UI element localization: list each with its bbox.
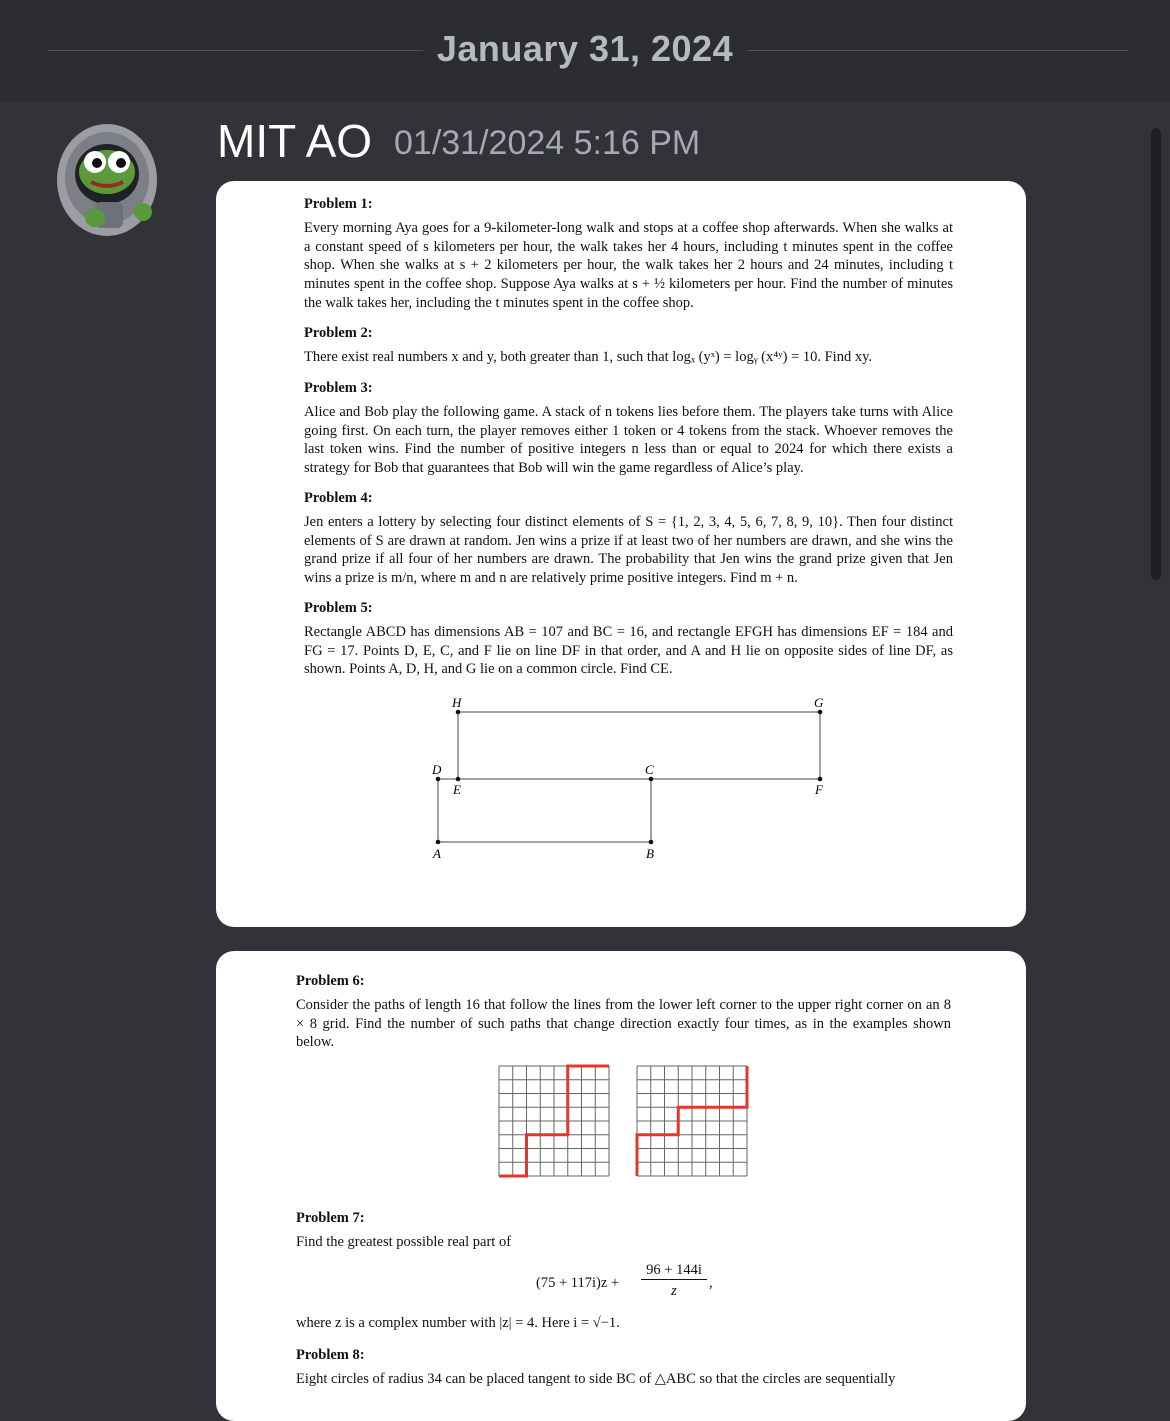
problem-label: Problem 5:	[304, 600, 373, 616]
expr-numerator: 96 + 144i	[641, 1262, 707, 1280]
problem-7-expression	[296, 1262, 951, 1304]
figure-points	[436, 710, 823, 845]
image-attachment-2[interactable]	[216, 951, 1026, 1421]
author-avatar[interactable]	[55, 118, 159, 236]
label-d: D	[432, 762, 442, 777]
problem-text: Consider the paths of length 16 that follow the lines from the lower left corner to the upper right corner on an 8 × 8 grid. Find the number of such paths that change direction exactly four times, as in the examples shown below.	[296, 996, 951, 1051]
label-f: F	[815, 782, 823, 797]
problem-text: Every morning Aya goes for a 9-kilometer-long walk and stops at a coffee shop afterwards. When she walks at a constant speed of s kilometers per hour, the walk takes her 4 hours, including t minutes spent in the coffee shop. When she walks at s + 2 kilometers per hour, the walk takes her 2 hours and 24 minutes, including t minutes spent in the coffee shop. Suppose Aya walks at s + ½ kilometers per hour. Find the number of minutes the walk takes her, including the t minutes spent in the coffee shop.	[304, 219, 953, 311]
figure-grid-paths	[216, 951, 1026, 1201]
point-h	[456, 710, 461, 715]
date-divider-label: January 31, 2024	[423, 28, 747, 69]
date-divider-bar	[0, 0, 1170, 102]
problem-label: Problem 8:	[296, 1347, 365, 1363]
message-timestamp: 01/31/2024 5:16 PM	[394, 124, 701, 162]
point-d	[436, 777, 441, 782]
problem-text: Find the greatest possible real part of	[296, 1233, 512, 1250]
problem-text: Rectangle ABCD has dimensions AB = 107 and BC = 16, and rectangle EFGH has dimensions EF = 184 and FG = 17. Points D, E, C, and F lie on line DF in that order, and A and H lie on opposite sides of line DF, as shown. Points A, D, H, and G lie on a common circle. Find CE.	[304, 623, 953, 678]
problem-label: Problem 3:	[304, 380, 373, 396]
author-name[interactable]: MIT AO	[217, 115, 373, 167]
label-e: E	[453, 782, 461, 797]
problem-7-after	[296, 1314, 951, 1333]
label-b: B	[646, 846, 654, 861]
label-h: H	[452, 695, 462, 710]
grid-example-2	[637, 1066, 747, 1176]
rectangle-efgh	[458, 712, 820, 779]
point-g	[818, 710, 823, 715]
rectangle-abcd	[438, 779, 651, 842]
problem-text: Alice and Bob play the following game. A stack of n tokens lies before them. The players take turns with Alice going first. On each turn, the player removes either 1 token or 4 tokens from the stack. Whoever removes the last token wins. Find the number of positive integers n less than or equal to 2024 for which there exists a strategy for Bob that guarantees that Bob will win the game regardless of Alice’s play.	[304, 403, 953, 477]
problem-label: Problem 6:	[296, 973, 365, 989]
point-b	[649, 840, 654, 845]
problem-text: where z is a complex number with |z| = 4. Here i = √−1.	[296, 1315, 620, 1331]
point-f	[818, 777, 823, 782]
point-a	[436, 840, 441, 845]
problem-label: Problem 4:	[304, 490, 373, 506]
expr-tail: ,	[709, 1275, 713, 1291]
problem-text: Jen enters a lottery by selecting four distinct elements of S = {1, 2, 3, 4, 5, 6, 7, 8, 9, 10}. Then four distinct elements of S are drawn at random. Jen wins a prize if at least two of her numbers are drawn, and she wins the grand prize if all four of her numbers are drawn. The probability that Jen wins the grand prize given that Jen wins a prize is m/n, where m and n are relatively prime positive integers. Find m + n.	[304, 513, 953, 587]
problem-text: Eight circles of radius 34 can be placed tangent to side BC of △ABC so that the circles are sequentially	[296, 1370, 896, 1387]
problem-label: Problem 1:	[304, 196, 373, 212]
problem-7	[296, 1209, 951, 1252]
problem-label: Problem 7:	[296, 1210, 365, 1226]
label-g: G	[814, 695, 824, 710]
label-c: C	[645, 762, 654, 777]
problem-text: There exist real numbers x and y, both greater than 1, such that logₓ (yˣ) = logᵧ (x⁴ʸ) = 10. Find xy.	[304, 348, 873, 365]
image-attachment-1[interactable]	[216, 181, 1026, 927]
figure-rectangles	[216, 181, 1026, 927]
label-a: A	[433, 846, 441, 861]
problem-8	[296, 1346, 951, 1389]
scrollbar-thumb[interactable]	[1151, 128, 1161, 580]
point-c	[649, 777, 654, 782]
expr-left: (75 + 117i)z +	[536, 1275, 620, 1291]
problem-label: Problem 2:	[304, 325, 373, 341]
point-e	[456, 777, 461, 782]
expr-denominator: z	[671, 1283, 677, 1299]
grid-example-1	[499, 1066, 609, 1176]
hooded-frog-avatar-icon	[55, 118, 159, 236]
